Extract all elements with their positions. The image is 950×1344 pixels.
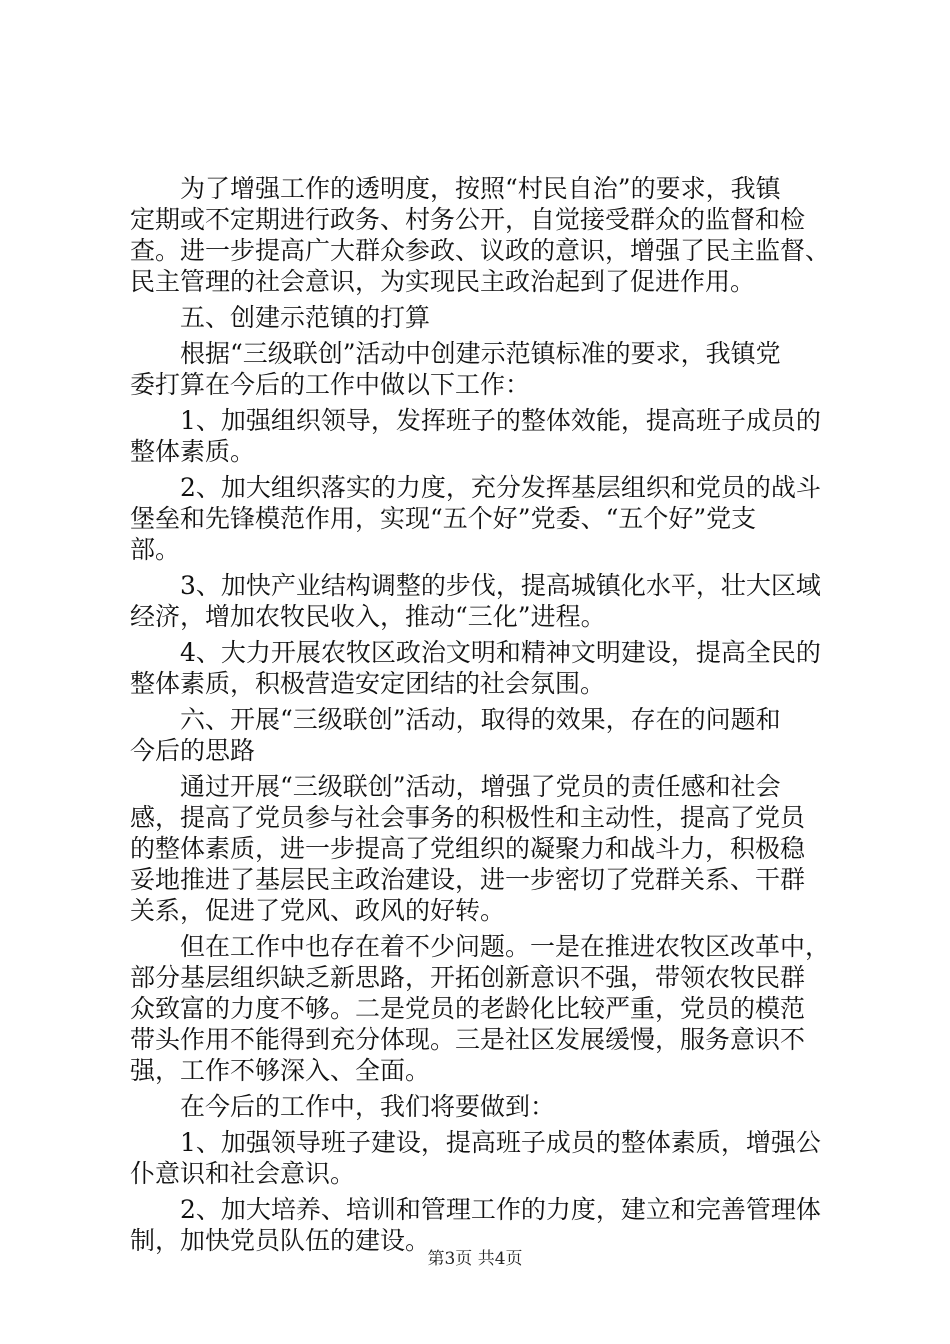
text-line: 但在工作中也存在着不少问题。一是在推进农牧区改革中， (130, 932, 831, 961)
text-line: 通过开展“三级联创”活动，增强了党员的责任感和社会 (130, 772, 781, 801)
text-line: 部分基层组织缺乏新思路，开拓创新意识不强，带领农牧民群 (130, 963, 806, 992)
text-line: 部。 (130, 535, 181, 564)
text-line: 3、加快产业结构调整的步伐，提高城镇化水平，壮大区域 (130, 571, 821, 600)
page-footer: 第3页 共4页 (427, 1249, 523, 1269)
text-line: 今后的思路 (130, 736, 256, 765)
text-line: 为了增强工作的透明度，按照“村民自治”的要求，我镇 (130, 174, 781, 203)
paragraph (130, 1127, 830, 1189)
text-line: 1、加强组织领导，发挥班子的整体效能，提高班子成员的 (130, 406, 821, 435)
text-line: 委打算在今后的工作中做以下工作： (130, 370, 531, 399)
text-line: 妥地推进了基层民主政治建设，进一步密切了党群关系、干群 (130, 865, 806, 894)
text-line: 众致富的力度不够。二是党员的老龄化比较严重，党员的模范 (130, 994, 806, 1023)
text-line: 制，加快党员队伍的建设。 (130, 1226, 431, 1255)
text-line: 定期或不定期进行政务、村务公开，自觉接受群众的监督和检 (130, 205, 806, 234)
text-line: 2、加大培养、培训和管理工作的力度，建立和完善管理体 (130, 1195, 821, 1224)
text-line: 查。进一步提高广大群众参政、议政的意识，增强了民主监督、 (130, 236, 831, 265)
paragraph (130, 570, 830, 632)
text-line: 仆意识和社会意识。 (130, 1159, 356, 1188)
document-body (130, 173, 830, 1261)
paragraph (130, 405, 830, 467)
text-line: 经济，增加农牧民收入，推动“三化”进程。 (130, 602, 606, 631)
text-line: 强，工作不够深入、全面。 (130, 1056, 431, 1085)
text-line: 堡垒和先锋模范作用，实现“五个好”党委、“五个好”党支 (130, 504, 757, 533)
paragraph (130, 637, 830, 699)
text-line: 感，提高了党员参与社会事务的积极性和主动性，提高了党员 (130, 803, 806, 832)
text-line: 民主管理的社会意识，为实现民主政治起到了促进作用。 (130, 267, 756, 296)
paragraph (130, 173, 830, 297)
paragraph (130, 338, 830, 400)
text-line: 带头作用不能得到充分体现。三是社区发展缓慢，服务意识不 (130, 1025, 806, 1054)
text-line: 六、开展“三级联创”活动，取得的效果，存在的问题和 (130, 705, 781, 734)
text-line: 在今后的工作中，我们将要做到： (130, 1092, 556, 1121)
text-line: 关系，促进了党风、政风的好转。 (130, 896, 506, 925)
text-line: 五、创建示范镇的打算 (130, 303, 431, 332)
text-line: 2、加大组织落实的力度，充分发挥基层组织和党员的战斗 (130, 473, 821, 502)
paragraph (130, 472, 830, 565)
text-line: 整体素质，积极营造安定团结的社会氛围。 (130, 669, 606, 698)
text-line: 1、加强领导班子建设，提高班子成员的整体素质，增强公 (130, 1128, 821, 1157)
text-line: 4、大力开展农牧区政治文明和精神文明建设，提高全民的 (130, 638, 821, 667)
paragraph (130, 931, 830, 1086)
paragraph (130, 704, 830, 766)
paragraph (130, 302, 830, 333)
text-line: 整体素质。 (130, 437, 256, 466)
paragraph (130, 771, 830, 926)
paragraph (130, 1091, 830, 1122)
text-line: 的整体素质，进一步提高了党组织的凝聚力和战斗力，积极稳 (130, 834, 806, 863)
text-line: 根据“三级联创”活动中创建示范镇标准的要求，我镇党 (130, 339, 781, 368)
